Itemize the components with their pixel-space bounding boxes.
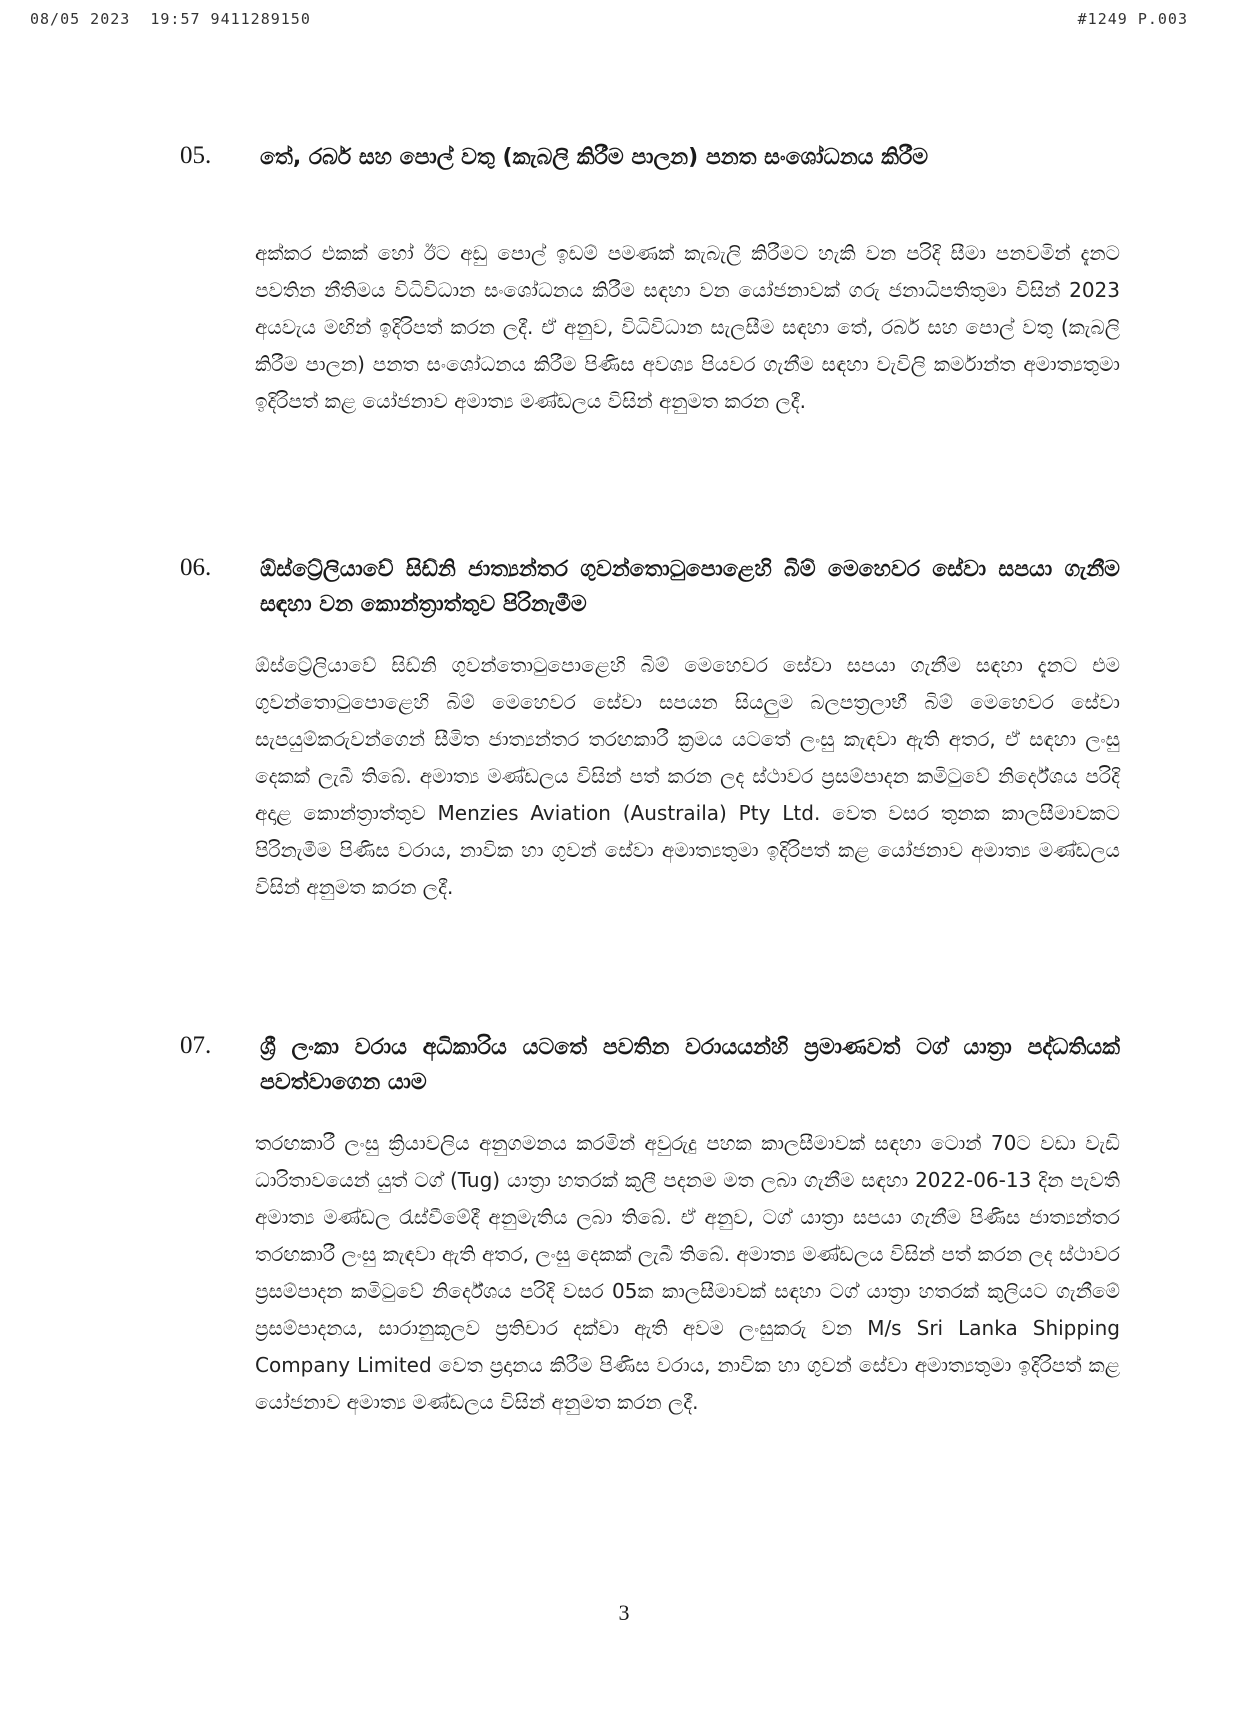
fax-page-ref: #1249 P.003 bbox=[1077, 10, 1188, 28]
cabinet-decision-item bbox=[180, 140, 1120, 520]
item-number: 06. bbox=[180, 554, 212, 581]
fax-header bbox=[30, 10, 1188, 34]
item-body: තරඟකාරී ලංසු ක්‍රියාවලිය අනුගමනය කරමින් අවුරුදු පහක කාලසීමාවක් සඳහා ටොන් 70ට වඩා වැඩි ධාරිතාවයෙන් යුත් ටග් (Tug) යාත්‍රා හතරක් කුලී පදනම මත ලබා ගැනීම සඳහා 2022-06-13 දින පැවති අමාත්‍ය මණ්ඩල රැස්වීමේදී අනුමැතිය ලබා තිබේ. ඒ අනුව, ටග් යාත්‍රා සපයා ගැනීම පිණිස ජාත්‍යන්තර තරඟකාරී ලංසු කැඳවා ඇති අතර, ලංසු දෙකක් ලැබී තිබේ. අමාත්‍ය මණ්ඩලය විසින් පත් කරන ලද ස්ථාවර ප්‍රසම්පාදන කමිටුවේ නිර්දේශය පරිදි වසර 05ක කාලසීමාවක් සඳහා ටග් යාත්‍රා හතරක් කුලියට ගැනීමේ ප්‍රසම්පාදනය, සාරානුකූලව ප්‍රතිචාර දක්වා ඇති අවම ලංසුකරු වන M/s Sri Lanka Shipping Company Limited වෙත ප්‍රදානය කිරීම පිණිස වරාය, නාවික හා ගුවන් සේවා අමාත්‍යතුමා ඉදිරිපත් කළ යෝජනාව අමාත්‍ය මණ්ඩලය විසින් අනුමත කරන ලදී. bbox=[255, 1131, 1120, 1414]
item-title: ඕස්ට්‍රේලියාවේ සිඩ්නි ජාත්‍යන්තර ගුවන්තොටුපොළෙහි බිම් මෙහෙවර සේවා සපයා ගැනීම සඳහා වන කොන්ත්‍රාත්තුව පිරිනැමීම bbox=[260, 557, 1120, 617]
item-number: 05. bbox=[180, 142, 212, 169]
item-title: තේ, රබර් සහ පොල් වතු (කැබලි කිරීම පාලන) පනත සංශෝධනය කිරීම bbox=[260, 145, 929, 170]
cabinet-decision-item bbox=[180, 1030, 1120, 1590]
fax-timestamp: 08/05 2023 19:57 9411289150 bbox=[30, 10, 311, 28]
item-number: 07. bbox=[180, 1032, 212, 1059]
item-body: අක්කර එකක් හෝ ඊට අඩු පොල් ඉඩම් පමණක් කැබැලි කිරීමට හැකි වන පරිදි සීමා පනවමින් දැනට පවතින නීතිමය විධිවිධාන සංශෝධනය කිරීම සඳහා වන යෝජනාවක් ගරු ජනාධිපතිතුමා විසින් 2023 අයවැය මඟින් ඉදිරිපත් කරන ලදී. ඒ අනුව, විධිවිධාන සැලසීම සඳහා තේ, රබර් සහ පොල් වතු (කැබලි කිරීම පාලන) පනත සංශෝධනය කිරීම පිණිස අවශ්‍ය පියවර ගැනීම සඳහා වැවිලි කර්මාන්ත අමාත්‍යතුමා ඉදිරිපත් කළ යෝජනාව අමාත්‍ය මණ්ඩලය විසින් අනුමත කරන ලදී. bbox=[255, 241, 1120, 413]
page-number: 3 bbox=[618, 1600, 630, 1625]
cabinet-decision-item bbox=[180, 552, 1120, 1022]
item-body: ඕස්ට්‍රේලියාවේ සිඩ්නි ගුවන්තොටුපොළෙහි බිම් මෙහෙවර සේවා සපයා ගැනීම සඳහා දැනට එම ගුවන්තොටුපොළෙහි බිම් මෙහෙවර සේවා සපයන සියලුම බලපත්‍රලාභී බිම් මෙහෙවර සේවා සැපයුම්කරුවන්ගෙන් සීමිත ජාත්‍යන්තර තරඟකාරී ක්‍රමය යටතේ ලංසු කැඳවා ඇති අතර, ඒ සඳහා ලංසු දෙකක් ලැබී තිබේ. අමාත්‍ය මණ්ඩලය විසින් පත් කරන ලද ස්ථාවර ප්‍රසම්පාදන කමිටුවේ නිර්දේශය පරිදි අදාළ කොන්ත්‍රාත්තුව Menzies Aviation (Austraila) Pty Ltd. වෙත වසර තුනක කාලසීමාවකට පිරිනැමීම පිණිස වරාය, නාවික හා ගුවන් සේවා අමාත්‍යතුමා ඉදිරිපත් කළ යෝජනාව අමාත්‍ය මණ්ඩලය විසින් අනුමත කරන ලදී. bbox=[255, 653, 1120, 899]
item-title: ශ්‍රී ලංකා වරාය අධිකාරිය යටතේ පවතින වරායයන්හි ප්‍රමාණවත් ටග් යාත්‍රා පද්ධතියක් පවත්වාගෙන යාම bbox=[260, 1035, 1120, 1095]
